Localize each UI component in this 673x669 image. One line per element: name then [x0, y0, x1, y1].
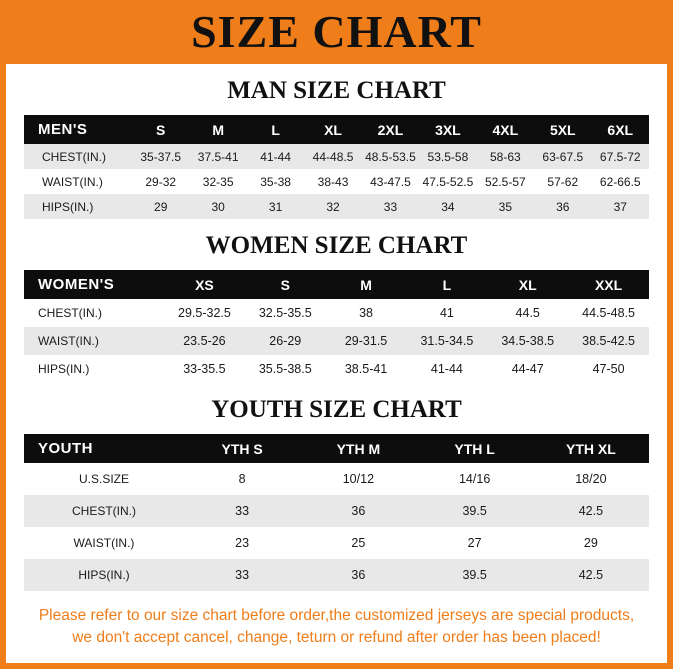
- cell: 48.5-53.5: [362, 144, 419, 169]
- row-label: CHEST(IN.): [24, 144, 132, 169]
- women-section-title: WOMEN SIZE CHART: [205, 232, 468, 259]
- cell: 44-48.5: [304, 144, 361, 169]
- cell: 18/20: [533, 463, 649, 495]
- table-row: [24, 355, 649, 383]
- cell: 53.5-58: [419, 144, 476, 169]
- column-header: S: [245, 270, 326, 299]
- cell: 32.5-35.5: [245, 299, 326, 327]
- cell: 33: [184, 495, 300, 527]
- cell: 38.5-41: [326, 355, 407, 383]
- cell: 25: [300, 527, 416, 559]
- cell: 32-35: [189, 169, 246, 194]
- table-header-row: [24, 115, 649, 144]
- row-label: U.S.SIZE: [24, 463, 184, 495]
- cell: 31: [247, 194, 304, 219]
- cell: 26-29: [245, 327, 326, 355]
- cell: 32: [304, 194, 361, 219]
- column-header: 6XL: [592, 115, 650, 144]
- column-header: YOUTH: [24, 434, 184, 463]
- column-header: 2XL: [362, 115, 419, 144]
- cell: 33: [362, 194, 419, 219]
- cell: 41: [406, 299, 487, 327]
- footer-line-2: we don't accept cancel, change, teturn or refund after order has been placed!: [72, 629, 601, 647]
- cell: 27: [417, 527, 533, 559]
- cell: 47-50: [568, 355, 649, 383]
- row-label: HIPS(IN.): [24, 559, 184, 591]
- cell: 47.5-52.5: [419, 169, 476, 194]
- column-header: XS: [164, 270, 245, 299]
- man-section-title: MAN SIZE CHART: [227, 77, 446, 104]
- table-header-row: [24, 270, 649, 299]
- cell: 30: [189, 194, 246, 219]
- row-label: CHEST(IN.): [24, 299, 164, 327]
- cell: 35.5-38.5: [245, 355, 326, 383]
- footer-note: [16, 605, 657, 650]
- cell: 35: [477, 194, 534, 219]
- column-header: YTH M: [300, 434, 416, 463]
- column-header: S: [132, 115, 189, 144]
- cell: 38.5-42.5: [568, 327, 649, 355]
- cell: 35-37.5: [132, 144, 189, 169]
- cell: 29: [533, 527, 649, 559]
- cell: 33: [184, 559, 300, 591]
- table-row: [24, 327, 649, 355]
- column-header: XL: [487, 270, 568, 299]
- cell: 14/16: [417, 463, 533, 495]
- cell: 31.5-34.5: [406, 327, 487, 355]
- youth-size-table: [24, 434, 649, 591]
- cell: 23: [184, 527, 300, 559]
- cell: 62-66.5: [592, 169, 650, 194]
- row-label: WAIST(IN.): [24, 527, 184, 559]
- cell: 34.5-38.5: [487, 327, 568, 355]
- column-header: MEN'S: [24, 115, 132, 144]
- column-header: L: [247, 115, 304, 144]
- youth-section-title: YOUTH SIZE CHART: [211, 396, 462, 423]
- cell: 44.5: [487, 299, 568, 327]
- column-header: XL: [304, 115, 361, 144]
- table-row: [24, 495, 649, 527]
- table-row: [24, 169, 649, 194]
- row-label: CHEST(IN.): [24, 495, 184, 527]
- cell: 63-67.5: [534, 144, 591, 169]
- cell: 36: [300, 559, 416, 591]
- cell: 10/12: [300, 463, 416, 495]
- cell: 41-44: [406, 355, 487, 383]
- table-row: [24, 527, 649, 559]
- cell: 29-32: [132, 169, 189, 194]
- cell: 29.5-32.5: [164, 299, 245, 327]
- cell: 43-47.5: [362, 169, 419, 194]
- cell: 37: [592, 194, 650, 219]
- table-header-row: [24, 434, 649, 463]
- cell: 42.5: [533, 495, 649, 527]
- footer-line-1: Please refer to our size chart before order,the customized jerseys are special products,: [38, 607, 635, 624]
- column-header: YTH XL: [533, 434, 649, 463]
- table-row: [24, 559, 649, 591]
- women-size-table: [24, 270, 649, 383]
- man-size-table: [24, 115, 649, 219]
- column-header: M: [189, 115, 246, 144]
- cell: 36: [300, 495, 416, 527]
- column-header: YTH L: [417, 434, 533, 463]
- cell: 23.5-26: [164, 327, 245, 355]
- cell: 37.5-41: [189, 144, 246, 169]
- cell: 38: [326, 299, 407, 327]
- cell: 38-43: [304, 169, 361, 194]
- column-header: M: [326, 270, 407, 299]
- cell: 44-47: [487, 355, 568, 383]
- cell: 42.5: [533, 559, 649, 591]
- column-header: WOMEN'S: [24, 270, 164, 299]
- cell: 57-62: [534, 169, 591, 194]
- row-label: HIPS(IN.): [24, 355, 164, 383]
- row-label: WAIST(IN.): [24, 169, 132, 194]
- column-header: 4XL: [477, 115, 534, 144]
- cell: 34: [419, 194, 476, 219]
- cell: 35-38: [247, 169, 304, 194]
- cell: 29-31.5: [326, 327, 407, 355]
- column-header: XXL: [568, 270, 649, 299]
- row-label: WAIST(IN.): [24, 327, 164, 355]
- table-row: [24, 299, 649, 327]
- cell: 39.5: [417, 559, 533, 591]
- cell: 36: [534, 194, 591, 219]
- cell: 33-35.5: [164, 355, 245, 383]
- cell: 41-44: [247, 144, 304, 169]
- cell: 8: [184, 463, 300, 495]
- table-row: [24, 194, 649, 219]
- page-banner: [6, 0, 667, 64]
- cell: 29: [132, 194, 189, 219]
- table-row: [24, 144, 649, 169]
- column-header: 5XL: [534, 115, 591, 144]
- cell: 67.5-72: [592, 144, 650, 169]
- column-header: L: [406, 270, 487, 299]
- row-label: HIPS(IN.): [24, 194, 132, 219]
- column-header: YTH S: [184, 434, 300, 463]
- cell: 52.5-57: [477, 169, 534, 194]
- column-header: 3XL: [419, 115, 476, 144]
- page-title: SIZE CHART: [191, 6, 482, 57]
- table-row: [24, 463, 649, 495]
- cell: 58-63: [477, 144, 534, 169]
- cell: 44.5-48.5: [568, 299, 649, 327]
- cell: 39.5: [417, 495, 533, 527]
